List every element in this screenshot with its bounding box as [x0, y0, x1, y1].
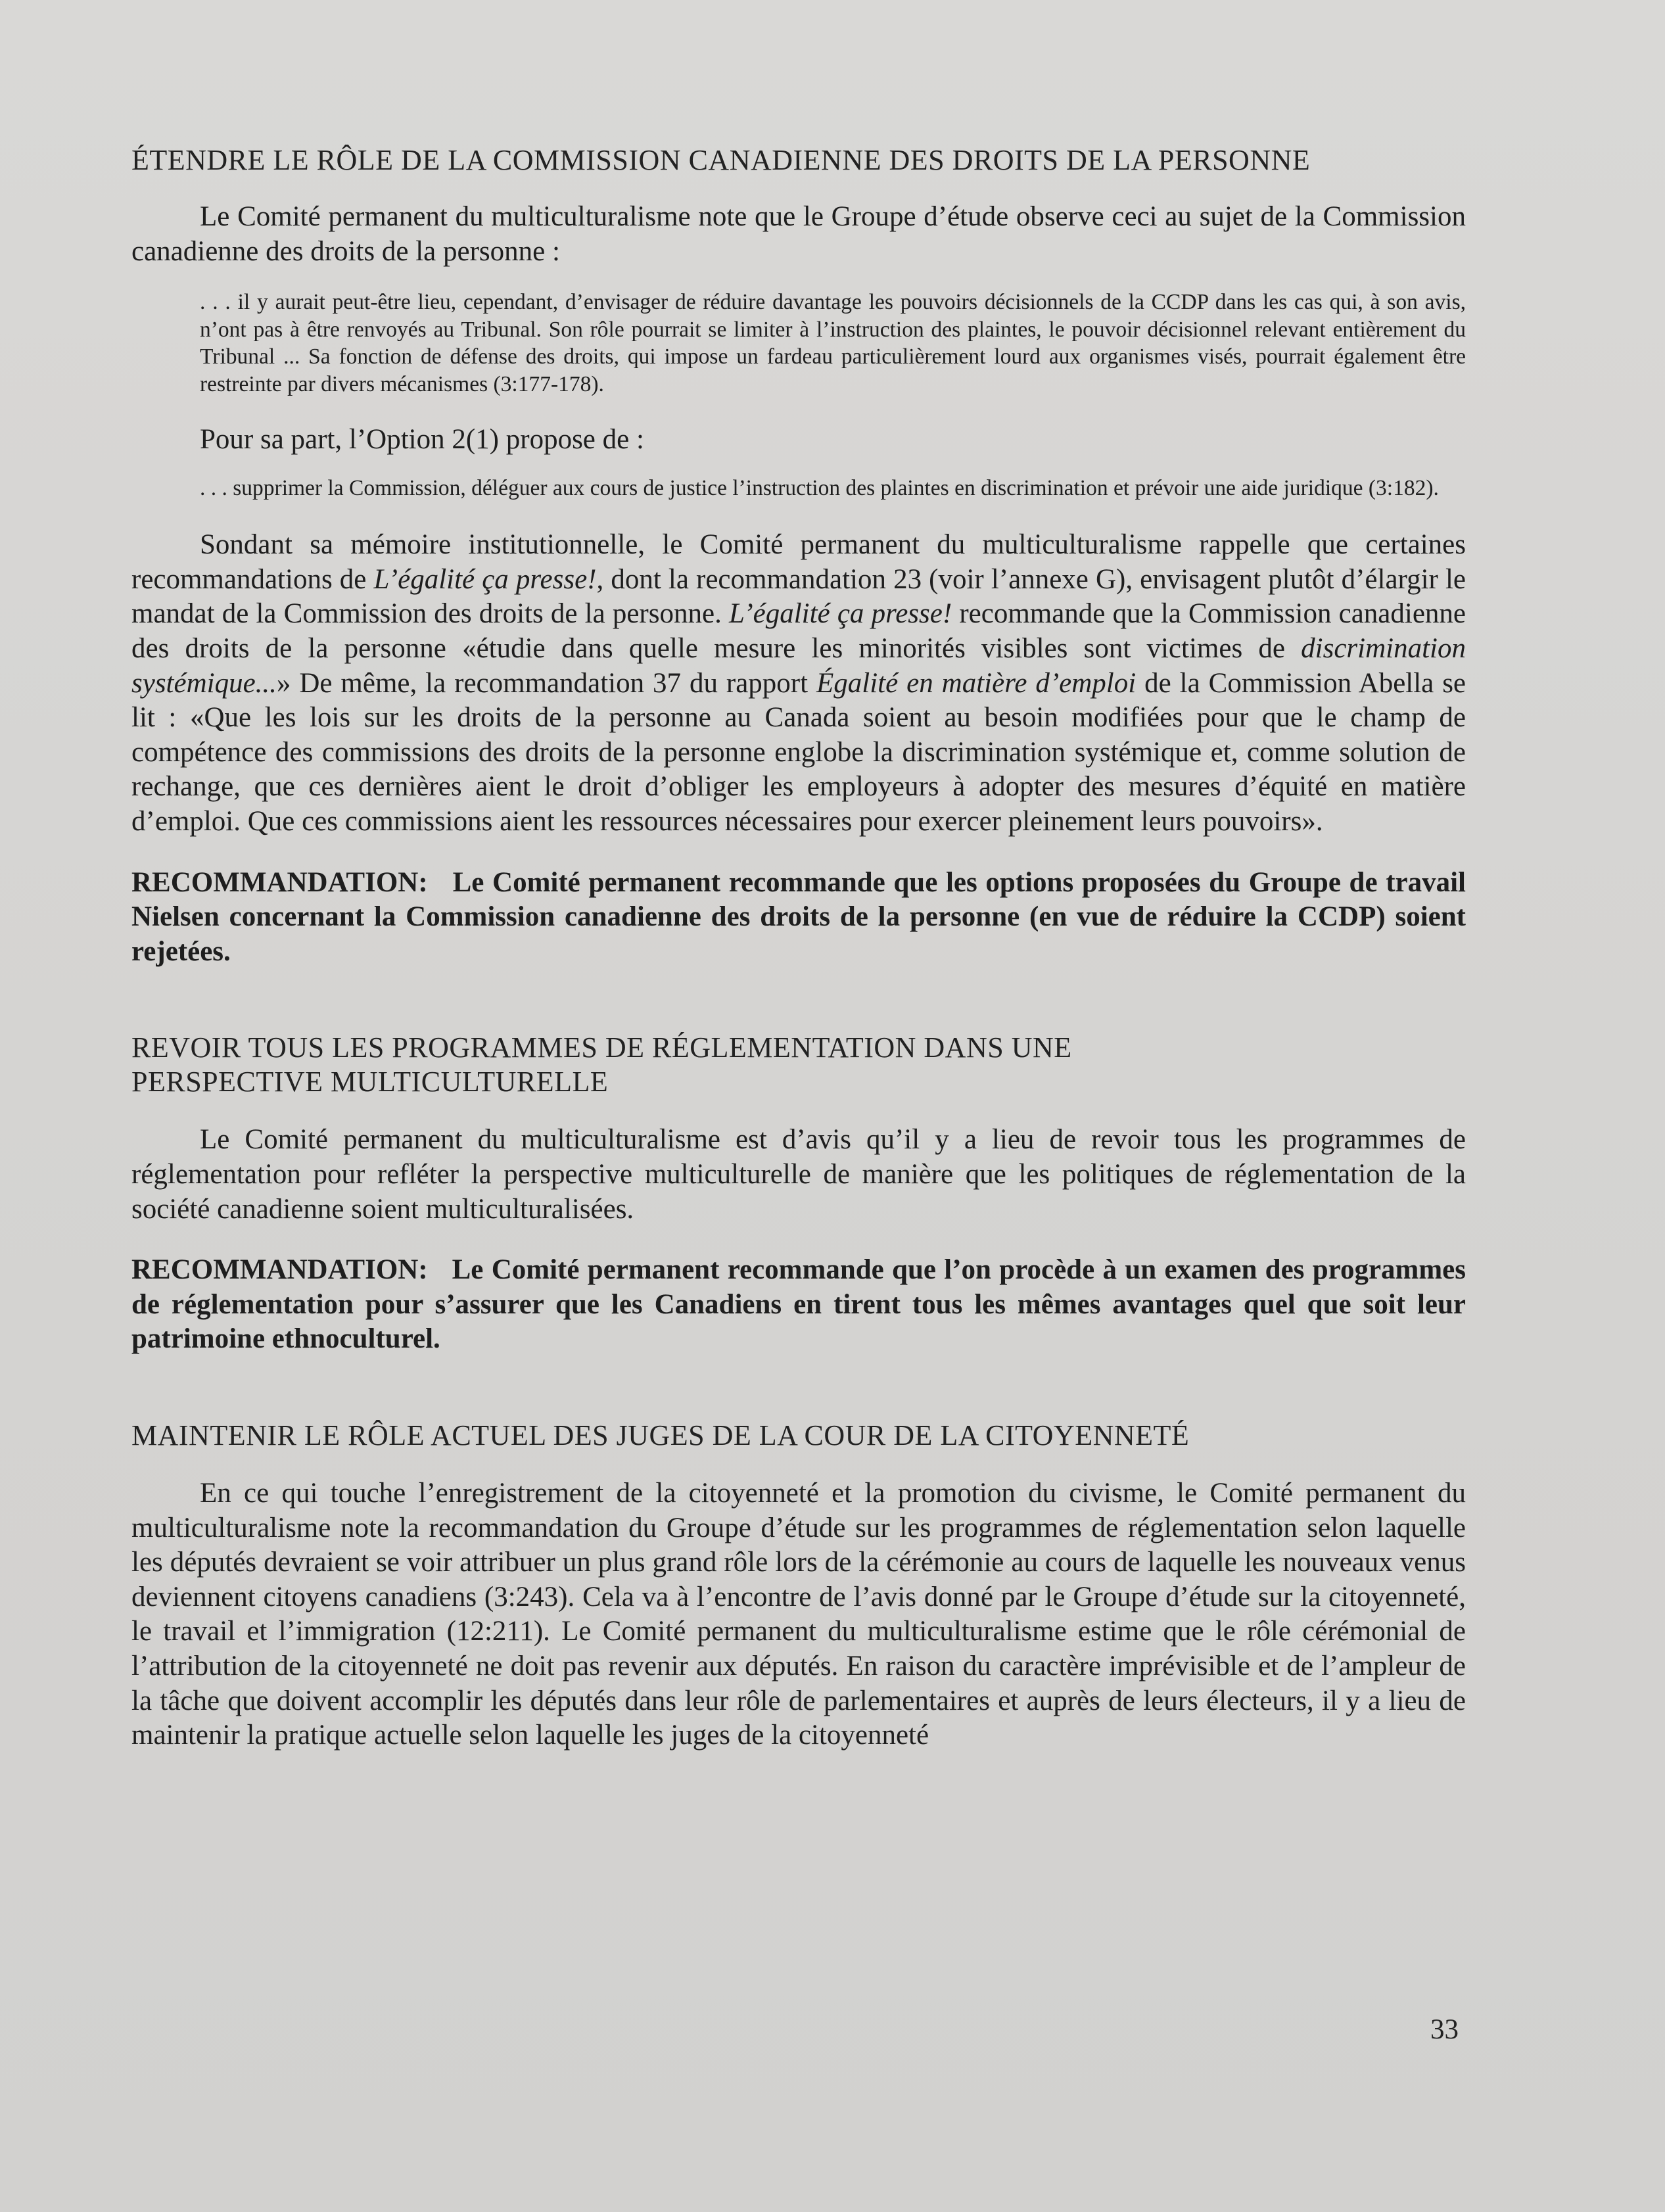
section-heading-juges: MAINTENIR LE RÔLE ACTUEL DES JUGES DE LA COUR DE LA CITOYENNETÉ	[131, 1419, 1190, 1451]
text-run: recommande que la Commission canadienne des droits de la personne «étudie dans quelle mesure les minorités visibles sont victimes de	[131, 598, 1466, 665]
option-intro: Pour sa part, l’Option 2(1) propose de :	[200, 424, 644, 456]
page-content	[131, 143, 1466, 1753]
report-title: L’égalité ça presse!	[729, 598, 952, 630]
recommendation-label: RECOMMANDATION:	[131, 1254, 428, 1286]
text-run: de la Commission Abella se lit : «Que les lois sur les droits de la personne au Canada soient au besoin modifiées pour que le champ de compétence des commissions des droits de la personne englobe la discrimination systémique et, comme solution de rechange, que ces dernières aient le droit d’obliger les employeurs à adopter des mesures d’équité en matière d’emploi. Que ces commissions aient les ressources nécessaires pour exercer pleinement leurs pouvoirs».	[131, 667, 1466, 837]
text-run: Sondant sa mémoire institutionnelle, le Comité permanent du multiculturalisme rappelle que certaines recommandations de	[131, 529, 1466, 595]
emphasized-term: discrimination systémique...	[131, 633, 1466, 699]
recommendation-ccdp	[131, 866, 1466, 970]
intro-paragraph: Le Comité permanent du multiculturalisme note que le Groupe d’étude observe ceci au sujet de la Commission canadienne des droits de la personne :	[131, 201, 1466, 267]
report-title: Égalité en matière d’emploi	[816, 667, 1137, 699]
recommendation-text: Le Comité permanent recommande que l’on procède à un examen des programmes de réglementation pour s’assurer que les Canadiens en tirent tous les mêmes avantages quel que soit leur patrimoine ethnoculturel.	[131, 1254, 1466, 1355]
recommendation-text: Le Comité permanent recommande que les options proposées du Groupe de travail Nielsen concernant la Commission canadienne des droits de la personne (en vue de réduire la CCDP) soient rejetées.	[131, 866, 1466, 967]
paragraph-citoyennete: En ce qui touche l’enregistrement de la citoyenneté et la promotion du civisme, le Comité permanent du multiculturalisme note la recommandation du Groupe d’étude sur les programmes de réglementation selon laquelle les députés devraient se voir attribuer un plus grand rôle lors de la cérémonie au cours de laquelle les nouveaux venus deviennent citoyens canadiens (3:243). Cela va à l’encontre de l’avis donné par le Groupe d’étude sur la citoyenneté, le travail et l’immigration (12:211). Le Comité permanent du multiculturalisme estime que le rôle cérémonial de l’attribution de la citoyenneté ne doit pas revenir aux députés. En raison du caractère imprévisible et de l’ampleur de la tâche que doivent accomplir les députés dans leur rôle de parlementaires et auprès de leurs électeurs, il y a lieu de maintenir la pratique actuelle selon laquelle les juges de la citoyenneté	[131, 1477, 1466, 1751]
text-run: , dont la recommandation 23 (voir l’annexe G), envisagent plutôt d’élargir le mandat de la Commission des droits de la personne.	[131, 563, 1466, 630]
section-heading-ccdp: ÉTENDRE LE RÔLE DE LA COMMISSION CANADIENNE DES DROITS DE LA PERSONNE	[131, 144, 1311, 176]
recommendation-label: RECOMMANDATION:	[131, 866, 428, 898]
text-run: » De même, la recommandation 37 du rapport	[276, 667, 817, 699]
block-quote-option: . . . supprimer la Commission, déléguer aux cours de justice l’instruction des plaintes en discrimination et prévoir une aide juridique (3:182).	[200, 475, 1439, 500]
paragraph-reglementation: Le Comité permanent du multiculturalisme est d’avis qu’il y a lieu de revoir tous les programmes de réglementation pour refléter la perspective multiculturelle de manière que les politiques de réglementation de la société canadienne soient multiculturalisées.	[131, 1124, 1466, 1225]
page-number: 33	[1430, 2014, 1459, 2045]
section-heading-reglementation: REVOIR TOUS LES PROGRAMMES DE RÉGLEMENTATION DANS UNE PERSPECTIVE MULTICULTURELLE	[131, 1031, 1072, 1098]
block-quote-ccdp: . . . il y aurait peut-être lieu, cependant, d’envisager de réduire davantage les pouvoirs décisionnels de la CCDP dans les cas qui, à son avis, n’ont pas à être renvoyés au Tribunal. Son rôle pourrait se limiter à l’instruction des plaintes, le pouvoir décisionnel relevant entièrement du Tribunal ... Sa fonction de défense des droits, qui impose un fardeau particulièrement lourd aux organismes visés, pourrait également être restreinte par divers mécanismes (3:177-178).	[200, 290, 1466, 396]
recommendation-reglementation	[131, 1253, 1466, 1357]
paragraph-institutional-memory	[131, 528, 1466, 839]
report-title: L’égalité ça presse!	[373, 563, 597, 595]
